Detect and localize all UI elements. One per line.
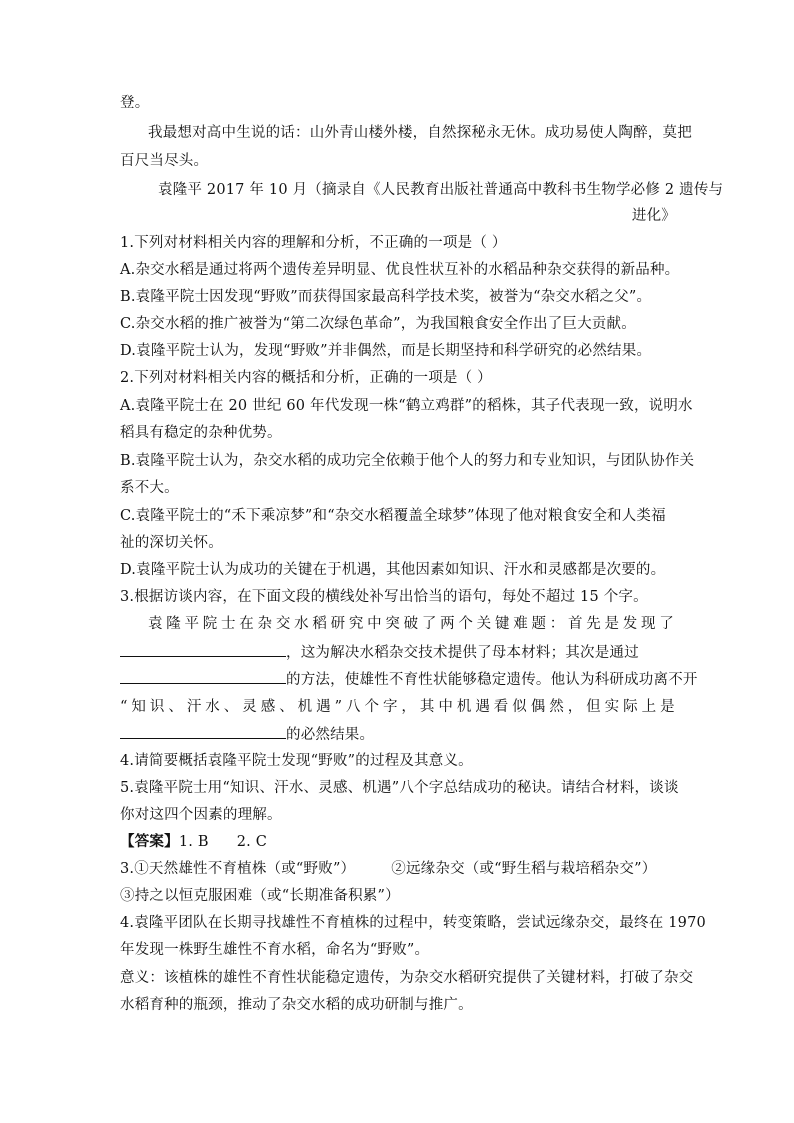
answer-4-significance-cont: 水稻育种的瓶颈，推动了杂交水稻的成功研制与推广。 (120, 997, 473, 1013)
answer-4-significance: 意义：该植株的雄性不育性状能稳定遗传，为杂交水稻研究提供了关键材料，打破了杂交 (120, 970, 694, 986)
question-3-stem: 3.根据访谈内容，在下面文段的横线处补写出恰当的语句，每处不超过 15 个字。 (120, 589, 648, 605)
intro-signature: 袁隆平 2017 年 10 月（摘录自《人民教育出版社普通高中教科书生物学必修 2 遗传与 (158, 182, 724, 198)
question-2-option-b-cont: 系不大。 (120, 480, 179, 496)
question-3-passage-line-2 (120, 642, 676, 663)
answer-line-1 (120, 832, 676, 852)
answer-3-part-3: ③持之以恒克服困难（或“长期准备积累”） (120, 888, 400, 904)
answer-4-line-1: 4.袁隆平团队在长期寻找雄性不育植株的过程中，转变策略，尝试远缘杂交，最终在 1970 (120, 915, 706, 931)
question-3-passage-text-2: ，这为解决水稻杂交技术提供了母本材料；其次是通过 (286, 645, 639, 661)
intro-line-2: 我最想对高中生说的话：山外青山楼外楼，自然探秘永无休。成功易使人陶醉，莫把 (148, 125, 692, 141)
question-2-stem: 2.下列对材料相关内容的概括和分析，正确的一项是（ ） (120, 370, 492, 386)
question-1-stem: 1.下列对材料相关内容的理解和分析，不正确的一项是（ ） (120, 235, 507, 251)
question-3-passage-line-5 (120, 724, 676, 745)
question-1-option-a: A.杂交水稻是通过将两个遗传差异明显、优良性状互补的水稻品种杂交获得的新品种。 (120, 262, 680, 278)
fill-blank-2[interactable] (120, 669, 286, 684)
question-5-stem: 5.袁隆平院士用“知识、汗水、灵感、机遇”八个字总结成功的秘诀。请结合材料，谈谈 (120, 780, 679, 796)
question-2-option-c-cont: 祉的深切关怀。 (120, 535, 223, 551)
question-4-stem: 4.请简要概括袁隆平院士发现“野败”的过程及其意义。 (120, 753, 473, 769)
fill-blank-3[interactable] (120, 724, 286, 739)
question-3-passage-text-3: 的方法，使雄性不育性状能够稳定遗传。他认为科研成功离不开 (286, 672, 698, 688)
question-1-option-c: C.杂交水稻的推广被誉为“第二次绿色革命”，为我国粮食安全作出了巨大贡献。 (120, 316, 636, 332)
question-3-passage-line-1: 袁隆平院士在杂交水稻研究中突破了两个关键难题：首先是发现了 (148, 616, 676, 632)
answer-3-line (120, 859, 676, 879)
intro-line-3: 百尺当尽头。 (120, 153, 209, 169)
answer-label: 【答案】 (120, 833, 179, 850)
answer-2: 2. C (236, 834, 268, 850)
question-3-passage-text-5: 的必然结果。 (286, 727, 375, 743)
question-1-option-d: D.袁隆平院士认为，发现“野败”并非偶然，而是长期坚持和科学研究的必然结果。 (120, 343, 652, 359)
answer-1: 1. B (178, 834, 209, 850)
question-2-option-b: B.袁隆平院士认为，杂交水稻的成功完全依赖于他个人的努力和专业知识，与团队协作关 (120, 453, 695, 469)
question-2-option-a-cont: 稻具有稳定的杂种优势。 (120, 425, 282, 441)
question-2-option-d: D.袁隆平院士认为成功的关键在于机遇，其他因素如知识、汗水和灵感都是次要的。 (120, 562, 666, 578)
question-2-option-a: A.袁隆平院士在 20 世纪 60 年代发现一株“鹤立鸡群”的稻株，其子代表现一致，说明水 (120, 398, 693, 414)
answer-4-line-2: 年发现一株野生雄性不育水稻，命名为“野败”。 (120, 942, 430, 958)
question-3-passage-line-4: “知识、汗水、灵感、机遇”八个字，其中机遇看似偶然，但实际上是 (120, 699, 676, 715)
answer-3-part-1: 3.①天然雄性不育植株（或“野败”） (120, 861, 356, 877)
intro-line-1: 登。 (120, 95, 150, 111)
question-1-option-b: B.袁隆平院士因发现“野败”而获得国家最高科学技术奖，被誉为“杂交水稻之父”。 (120, 289, 652, 305)
question-5-stem-cont: 你对这四个因素的理解。 (120, 807, 282, 823)
question-2-option-c: C.袁隆平院士的“禾下乘凉梦”和“杂交水稻覆盖全球梦”体现了他对粮食安全和人类福 (120, 508, 666, 524)
question-3-passage-line-3 (120, 669, 698, 690)
fill-blank-1[interactable] (120, 642, 286, 657)
answer-3-part-2: ②远缘杂交（或“野生稻与栽培稻杂交”） (391, 861, 657, 877)
intro-signature-end: 进化》 (631, 208, 676, 224)
